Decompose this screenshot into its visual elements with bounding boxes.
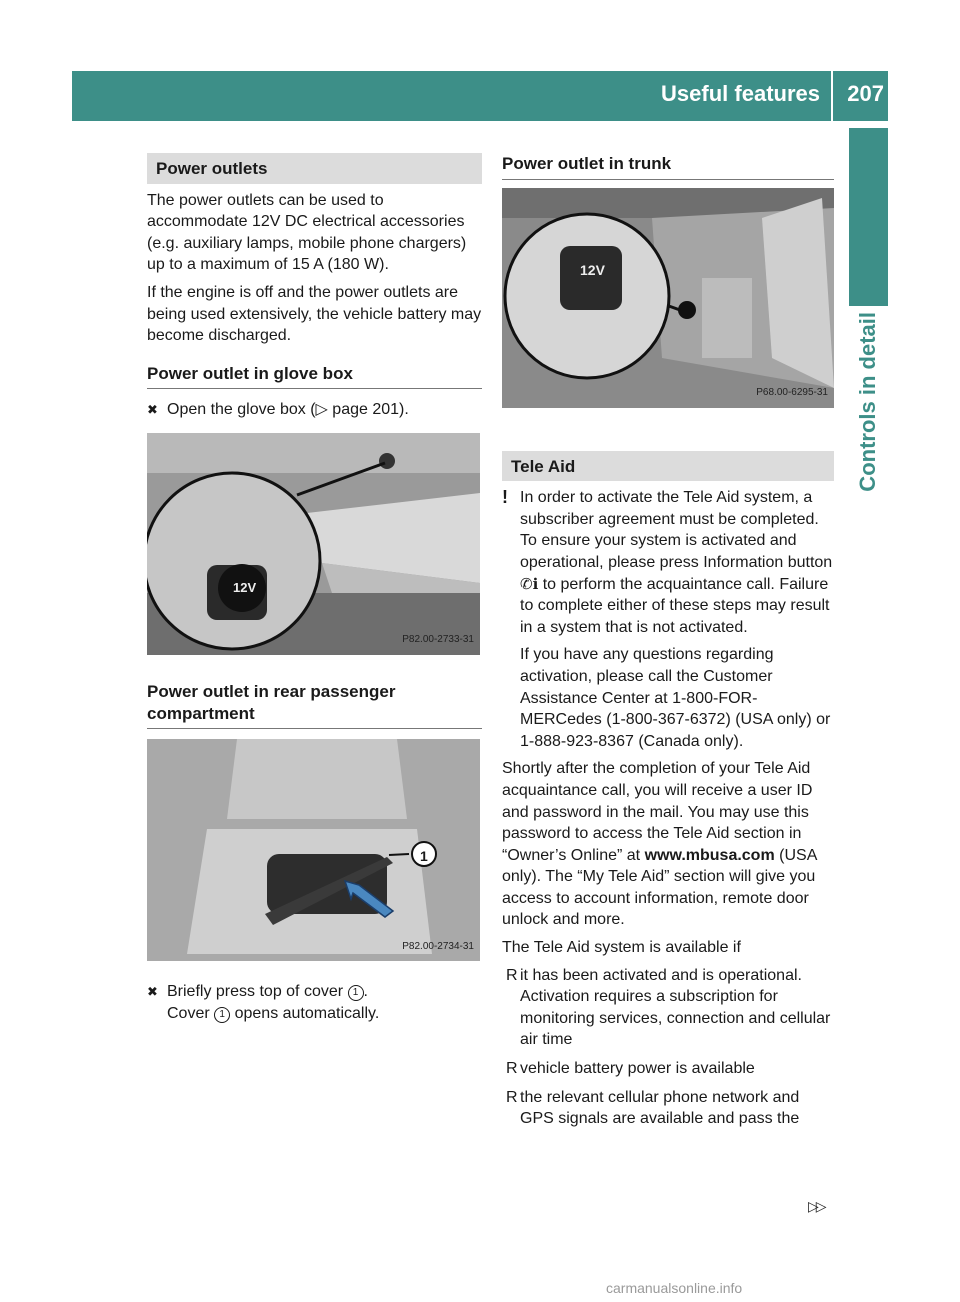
power-outlets-warning: If the engine is off and the power outlets are being used extensively, the vehicle battery may become discharged. [147, 283, 482, 345]
outlet-label: 12V [580, 261, 605, 278]
outlet-label: 12V [233, 579, 257, 595]
step-arrow-icon: ✖ [147, 984, 158, 1000]
glove-box-photo [147, 433, 480, 655]
information-button-icon: ✆ℹ [520, 574, 539, 593]
side-tab-block [849, 128, 888, 306]
press-cover-step [147, 981, 482, 1024]
rear-compartment-photo [147, 739, 480, 961]
power-outlets-band [147, 153, 482, 184]
list-item: R vehicle battery power is available [502, 1058, 834, 1080]
glove-box-step-text: Open the glove box ( [167, 401, 316, 419]
right-column [502, 153, 834, 1137]
photo-code: P68.00-6295-31 [756, 387, 828, 398]
rear-compartment-illustration [147, 739, 480, 961]
press-cover-end: . [363, 983, 368, 1001]
glove-box-illustration [147, 433, 480, 655]
callout-number: 1 [420, 848, 428, 865]
trunk-heading: Power outlet in trunk [502, 153, 834, 180]
side-tab [849, 312, 888, 782]
mbusa-link[interactable]: www.mbusa.com [644, 846, 775, 864]
tele-aid-account: Shortly after the completion of your Tele Aid acquaintance call, you will receive a user ID and password in the mail. You may use this password to access the Tele Aid section in “Owner’s Online” at www.mbusa.com (USA only). The “My Tele Aid” section will give you access to account information, remote door unlock and more. [502, 760, 817, 929]
trunk-illustration [502, 188, 834, 408]
page-ref-icon: ▷ [315, 401, 333, 419]
tele-aid-note [502, 487, 834, 752]
tele-aid-note-text-2: to perform the acquaintance call. Failure to complete either of these steps may result in a system that is not activated. [520, 575, 830, 636]
callout-1-icon: 1 [348, 985, 364, 1001]
side-tab-label: Controls in detail [855, 312, 880, 492]
power-outlets-intro: The power outlets can be used to accommodate 12V DC electrical accessories (e.g. auxiliary lamps, mobile phone chargers) up to a maximum of 15 A (180 W). [147, 191, 467, 274]
list-item: R the relevant cellular phone network and GPS signals are available and pass the [506, 1088, 800, 1128]
step-arrow-icon: ✖ [147, 402, 158, 418]
header-divider [831, 71, 833, 121]
press-cover-result: Cover 1 opens automatically. [167, 1004, 380, 1022]
tele-aid-band [502, 451, 834, 482]
tele-aid-note-text: In order to activate the Tele Aid system, a subscriber agreement must be completed. To ensure your system is activated and operational, please press Information button [520, 489, 833, 571]
press-cover-text: Briefly press top of cover [167, 983, 344, 1001]
callout-1-icon: 1 [214, 1007, 230, 1023]
page-number: 207 [847, 81, 884, 106]
bullet-icon: R [506, 966, 518, 984]
section-title: Useful features [661, 81, 820, 106]
left-column [147, 153, 482, 1030]
list-item: R it has been activated and is operational. Activation requires a subscription for monitoring services, connection and cellular air time [506, 966, 831, 1049]
rear-compartment-heading: Power outlet in rear passenger compartment [147, 681, 482, 729]
glove-box-step [147, 399, 482, 421]
tele-aid-contact: If you have any questions regarding activation, please call the Customer Assistance Center at 1-800-FOR-MERCedes (1-800-367-6372) (USA only) or 1-888-923-8367 (Canada only). [520, 646, 831, 750]
photo-code: P82.00-2733-31 [402, 634, 474, 646]
bullet-icon: R [506, 1060, 518, 1078]
continue-icon: ▷▷ [808, 1198, 824, 1214]
availability-intro: The Tele Aid system is available if [502, 939, 741, 957]
glove-box-heading: Power outlet in glove box [147, 363, 482, 390]
glove-box-page-ref[interactable]: page 201). [332, 401, 409, 419]
bullet-icon: R [506, 1088, 518, 1106]
tele-aid-title: Tele Aid [511, 456, 576, 476]
header-bar [72, 71, 888, 121]
warning-icon: ! [502, 487, 508, 508]
trunk-photo [502, 188, 834, 408]
watermark: carmanualsonline.info [606, 1280, 743, 1296]
photo-code: P82.00-2734-31 [402, 940, 474, 952]
power-outlets-title: Power outlets [156, 159, 268, 178]
